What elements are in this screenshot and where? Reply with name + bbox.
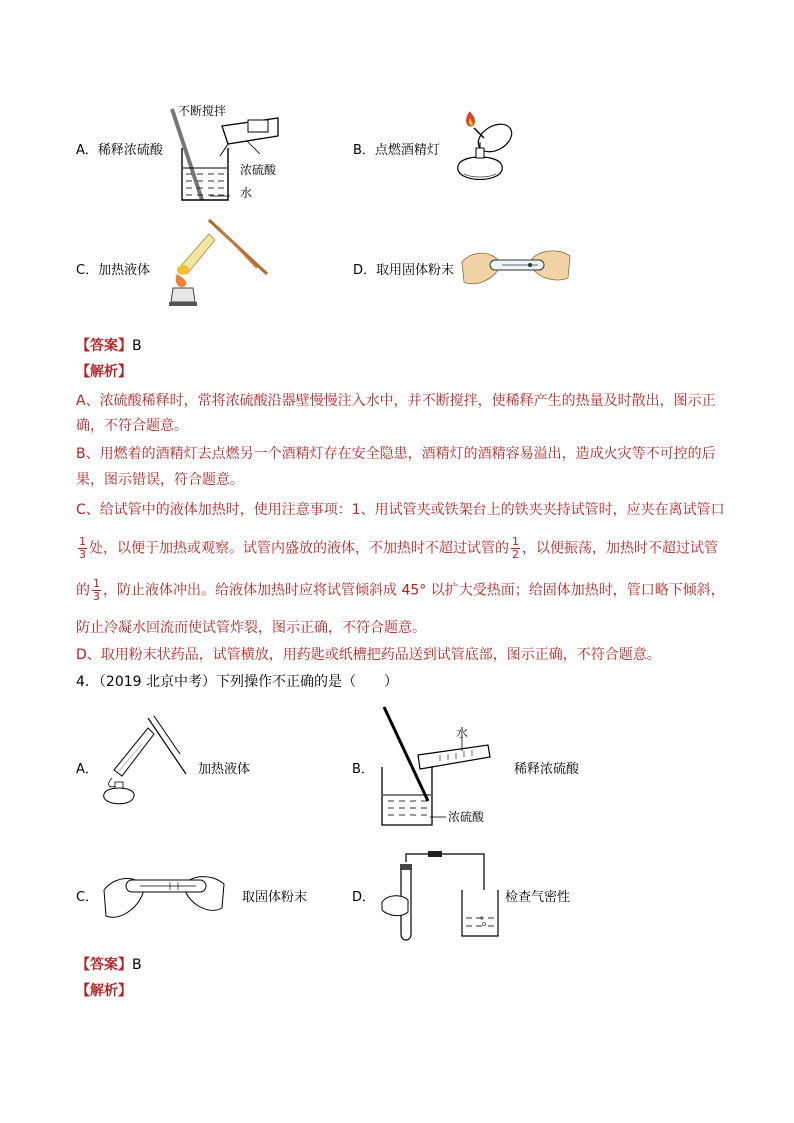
q3-figa-label-acid: 浓硫酸	[240, 163, 277, 177]
q3-option-b: B．点燃酒精灯	[353, 143, 440, 158]
q4-figb-label-acid: 浓硫酸	[448, 810, 485, 824]
q4-analysis-heading: 【解析】	[76, 983, 132, 999]
q3-option-a: A．稀释浓硫酸	[76, 143, 163, 158]
q4-option-a-text: 加热液体	[198, 762, 251, 777]
q3-analysis-c-line4: 防止冷凝水回流而使试管炸裂，图示正确，不符合题意。	[76, 620, 426, 636]
q3-figa-label-stir: 不断搅拌	[178, 104, 227, 118]
q3-analysis-c-line1: C、给试管中的液体加热时，使用注意事项：1、用试管夹或铁架台上的铁夹夹持试管时，应夹在离试管口	[76, 502, 725, 518]
q3-analysis-c-line2: $\frac{1}{3}$ 处，以便于加热或观察。试管内盛放的液体，不加热时不超过试管的 $\frac{1}{2}$ ，以便振荡，加热时不超过试管	[79, 535, 718, 561]
q4-stem: 4．（2019 北京中考）下列操作不正确的是（ ）	[76, 674, 398, 690]
q3-answer: 【答案】B	[76, 338, 142, 354]
fraction-one-third-b: $\frac{1}{3}$	[93, 577, 100, 603]
fraction-one-half: $\frac{1}{2}$	[512, 535, 519, 561]
q4-answer: 【答案】B	[76, 957, 142, 973]
q3-analysis-b-line2: 果，图示错误，符合题意。	[76, 472, 244, 488]
q4-option-a-letter: A．	[76, 762, 98, 777]
q3-option-c: C．加热液体	[76, 263, 151, 278]
q3-figure-c-heating	[165, 212, 275, 322]
q4-figb-label-water: 水	[456, 726, 469, 740]
q3-figure-d-powder	[456, 238, 576, 298]
q3-analysis-b-line1: B、用燃着的酒精灯去点燃另一个酒精灯存在安全隐患，酒精灯的酒精容易溢出，造成火灾等不可控的后	[76, 446, 716, 462]
fraction-one-third: $\frac{1}{3}$	[79, 535, 86, 561]
q3-analysis-a-line2: 确，不符合题意。	[76, 418, 188, 434]
q3-analysis-heading: 【解析】	[76, 364, 132, 380]
q4-option-c-letter: C．	[76, 890, 99, 905]
q4-figure-c-powder	[100, 860, 228, 930]
q3-figa-label-water: 水	[240, 186, 253, 200]
q4-figure-a-heating	[98, 714, 188, 814]
q4-option-c-text: 取固体粉末	[242, 890, 308, 905]
q4-option-d-letter: D．	[352, 890, 376, 905]
q4-option-d-text: 检查气密性	[505, 890, 571, 905]
q3-analysis-d-line1: D、取用粉末状药品，试管横放，用药匙或纸槽把药品送到试管底部，图示正确，不符合题意。	[76, 647, 661, 663]
q4-figure-d-airtight	[378, 850, 498, 945]
q3-option-d: D．取用固体粉末	[353, 263, 455, 278]
q3-analysis-c-line3: 的 $\frac{1}{3}$ ，防止液体冲出。给液体加热时应将试管倾斜成 45° 以扩大受热面；给固体加热时，管口略下倾斜，	[76, 577, 725, 603]
q3-figure-b-lamp	[440, 104, 530, 194]
q3-figure-a-dilution	[170, 104, 290, 204]
q3-analysis-a-line1: A、浓硫酸稀释时，常将浓硫酸沿器壁慢慢注入水中，并不断搅拌，使稀释产生的热量及时散出，图示正	[76, 393, 716, 409]
q4-option-b-text: 稀释浓硫酸	[514, 762, 580, 777]
q4-option-b-letter: B．	[352, 762, 374, 777]
